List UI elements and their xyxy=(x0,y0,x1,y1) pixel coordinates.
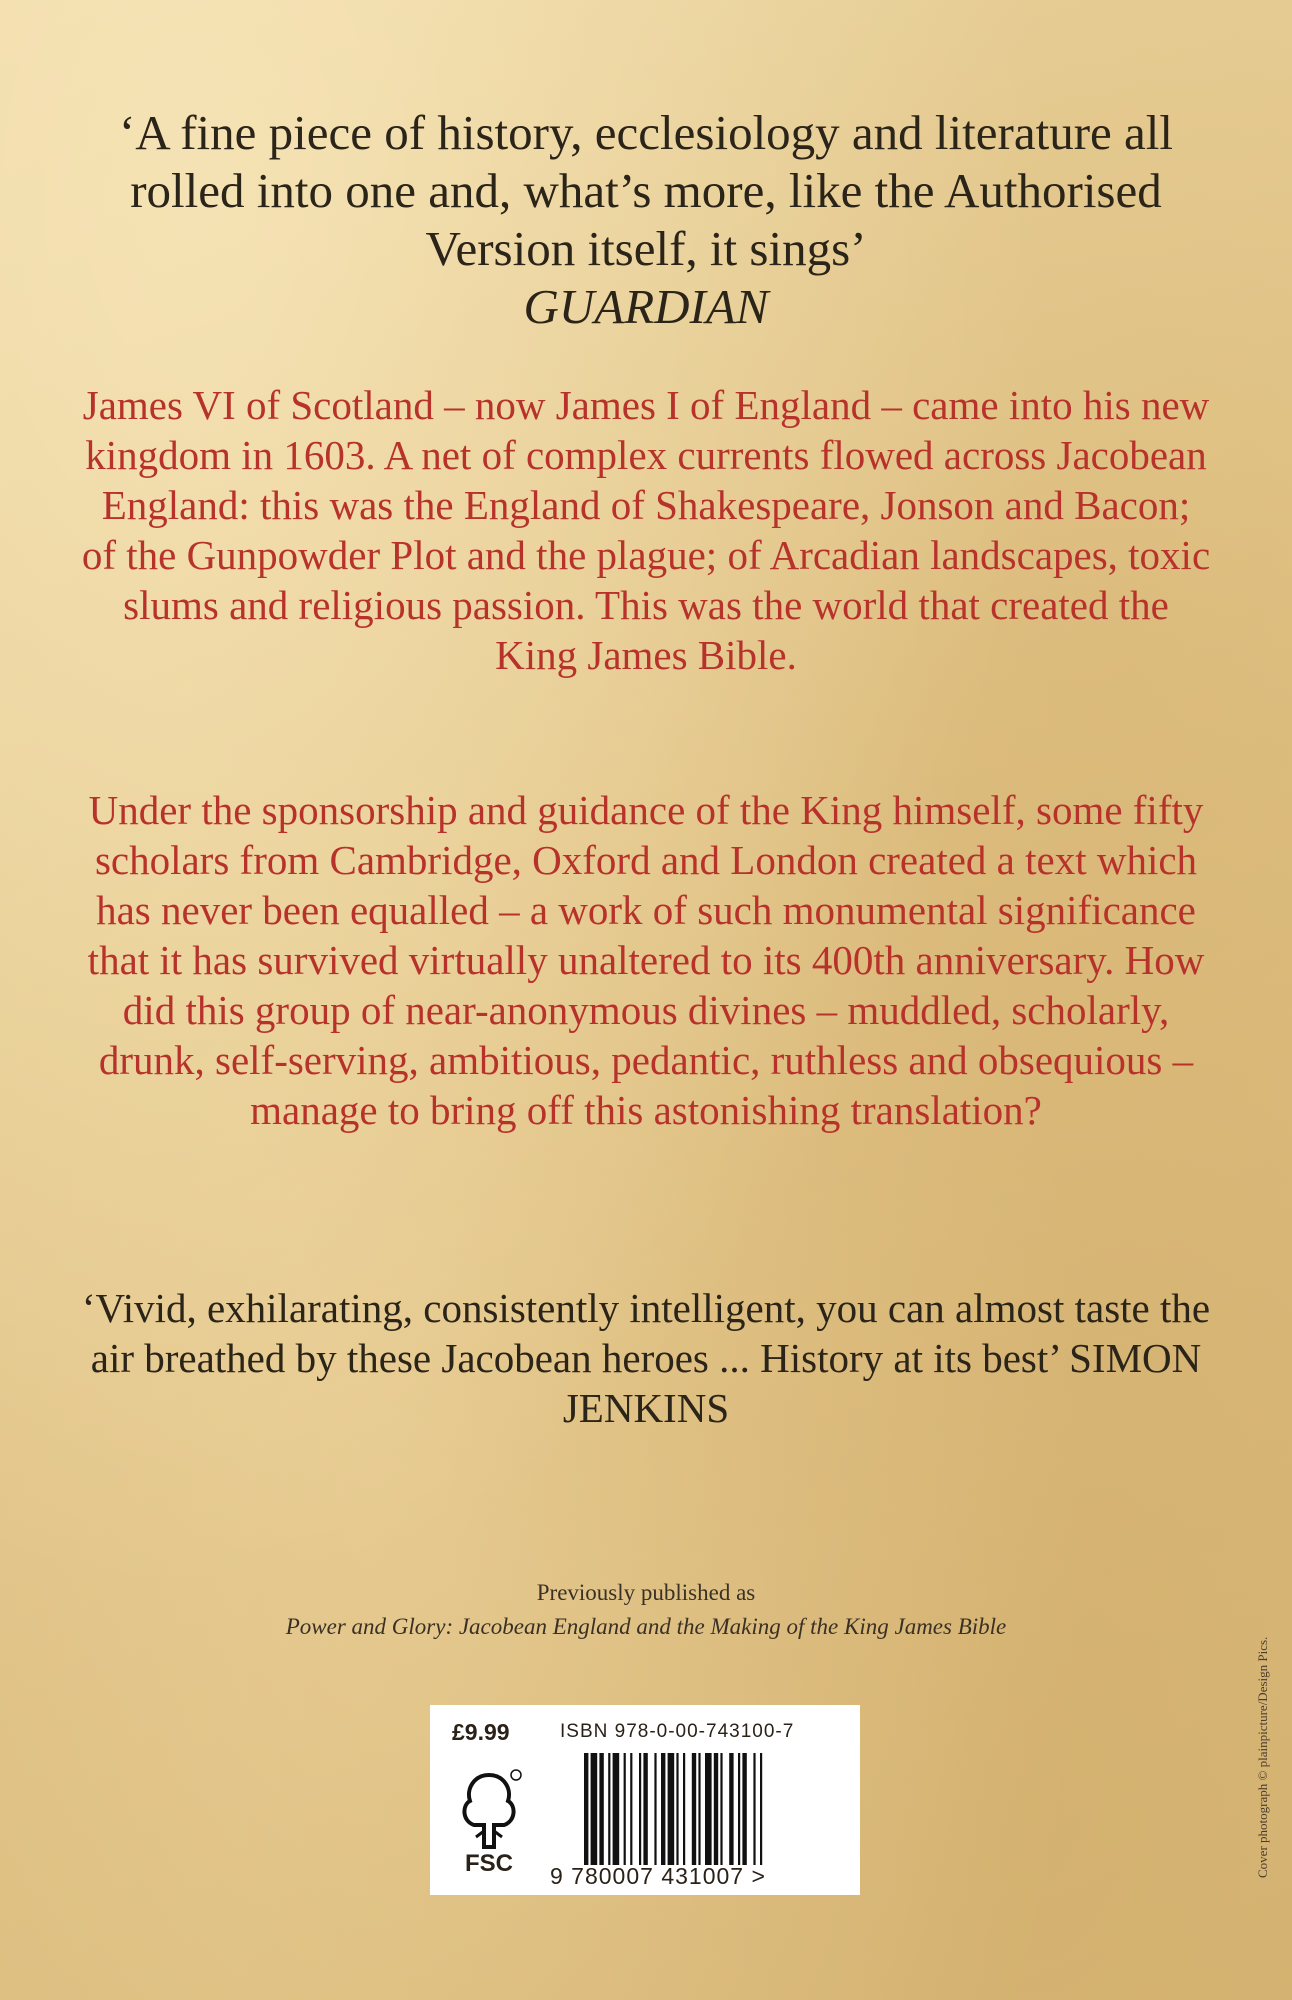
barcode-bars xyxy=(580,1753,840,1865)
isbn-label: ISBN 978-0-00-743100-7 xyxy=(560,1721,795,1742)
previously-published xyxy=(80,1576,1212,1644)
review-quote-text: ‘Vivid, exhilarating, consistently intelligent, you can almost taste the air breathed by these Jacobean heroes ... History at its best’ xyxy=(81,1285,1211,1381)
fsc-label: FSC xyxy=(465,1850,513,1877)
blurb-paragraph-1: James VI of Scotland – now James I of England – came into his new kingdom in 1603. A net of complex currents flowed across Jacobean England: this was the England of Shakespeare, Jonson and Bacon; of the Gunpowder Plot and the plague; of Arcadian landscapes, toxic slums and religious passion. This was the world that created the King James Bible. xyxy=(81,382,1211,678)
review-quote-text: ‘A fine piece of history, ecclesiology and literature all rolled into one and, what’s more, like the Authorised Version itself, it sings’ xyxy=(118,105,1173,276)
previously-published-label: Previously published as xyxy=(536,1580,756,1605)
price-label: £9.99 xyxy=(452,1719,510,1745)
photo-credit: Cover photograph © plainpicture/Design Pics. xyxy=(1255,1636,1270,1878)
review-quote-jenkins xyxy=(80,1283,1212,1433)
barcode-number: 9 780007 431007 > xyxy=(550,1863,766,1889)
review-quote-source: GUARDIAN xyxy=(523,279,769,334)
review-quote-source: SIMON JENKINS xyxy=(562,1335,1202,1431)
previous-title: Power and Glory: Jacobean England and the Making of the King James Bible xyxy=(285,1614,1007,1639)
barcode-panel xyxy=(430,1705,860,1895)
review-quote-guardian xyxy=(80,104,1212,336)
blurb-paragraph-2: Under the sponsorship and guidance of the King himself, some fifty scholars from Cambridge, Oxford and London created a text which has never been equalled – a work of such monumental significance that it has survived virtually unaltered to its 400th anniversary. How did this group of near-anonymous divines – muddled, scholarly, drunk, self-serving, ambitious, pedantic, ruthless and obsequious – manage to bring off this astonishing translation? xyxy=(87,787,1205,1133)
